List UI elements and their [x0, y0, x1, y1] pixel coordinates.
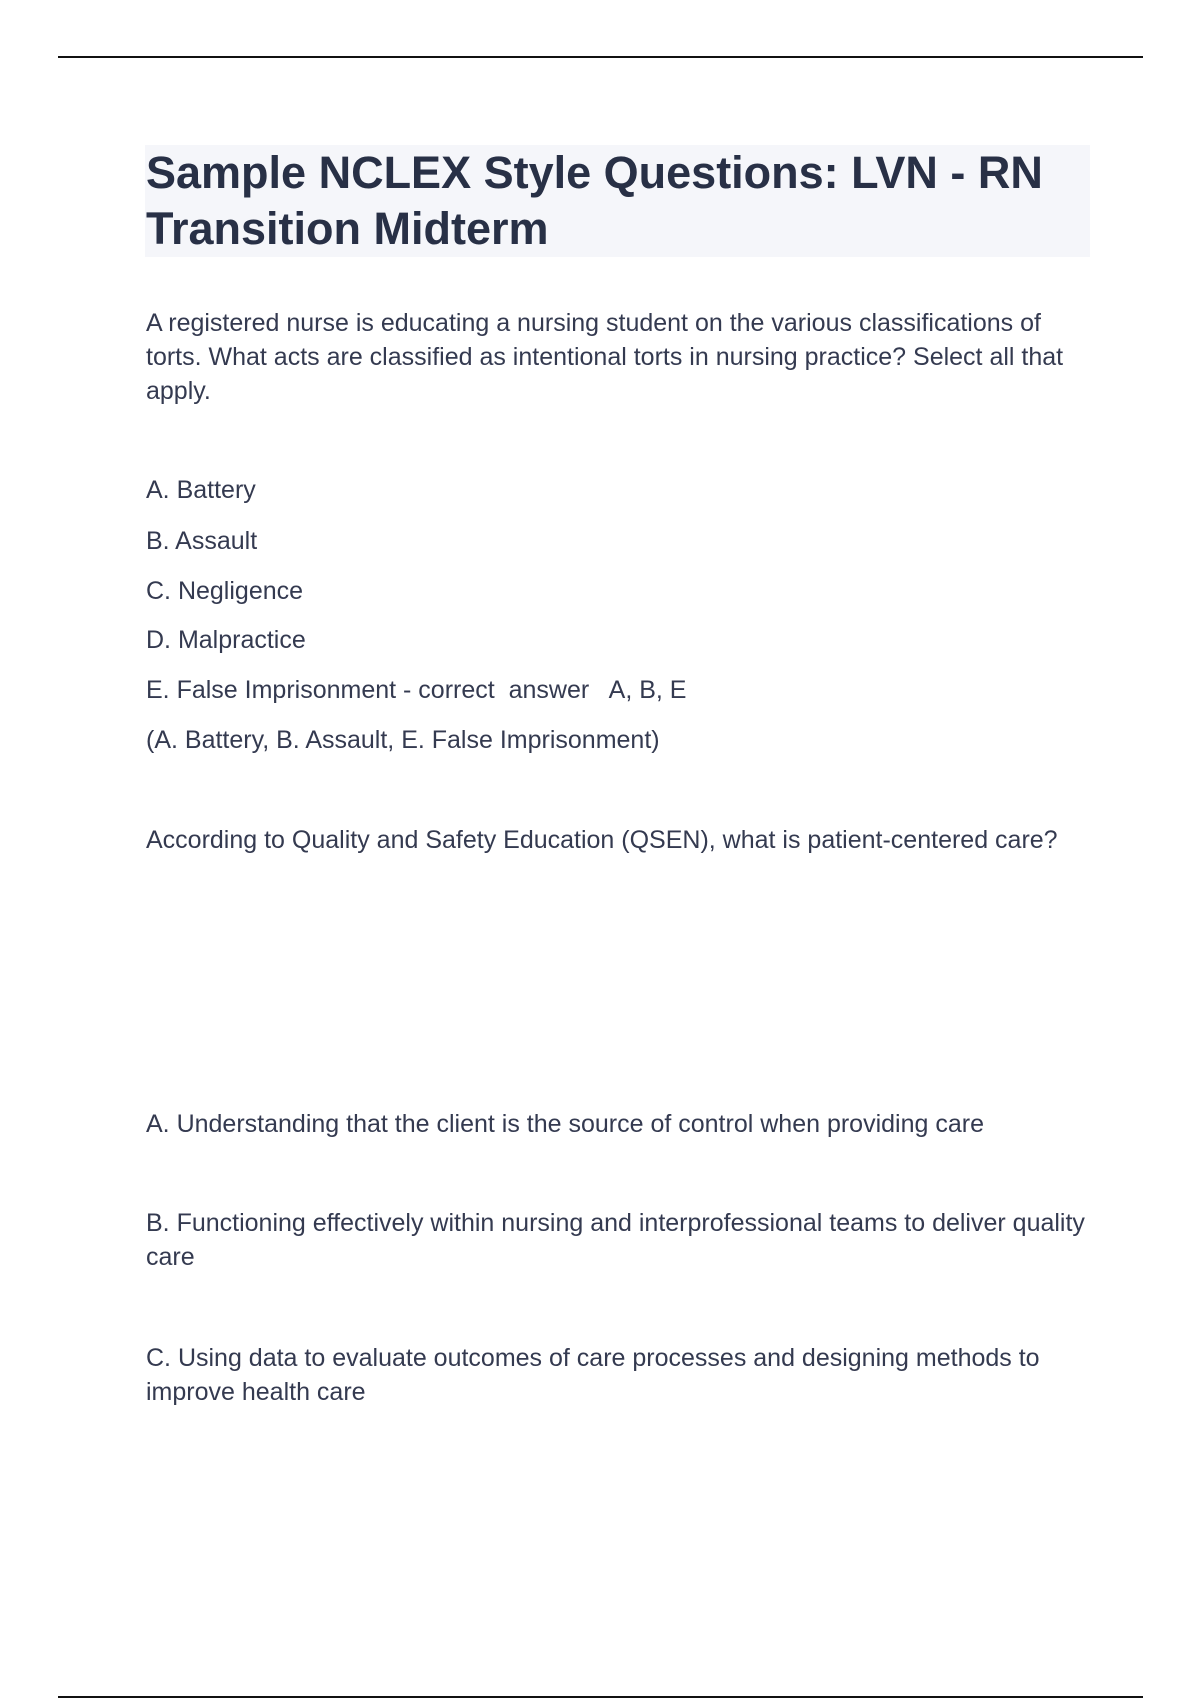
question-2-option-b: B. Functioning effectively within nursing and interprofessional teams to deliver quality care [146, 1209, 1085, 1271]
question-2-option-a: A. Understanding that the client is the source of control when providing care [146, 1110, 984, 1138]
question-1-option-e-answer: E. False Imprisonment - correct answer A, B, E [146, 676, 687, 704]
question-1-option-b: B. Assault [146, 527, 258, 555]
question-1-option-a: A. Battery [146, 476, 256, 504]
question-2-option-c: C. Using data to evaluate outcomes of care processes and designing methods to improve health care [146, 1344, 1040, 1406]
question-1-option-c: C. Negligence [146, 577, 304, 605]
question-1-prompt: A registered nurse is educating a nursing student on the various classifications of torts. What acts are classified as intentional torts in nursing practice? Select all that apply. [146, 309, 1064, 405]
document-title: Sample NCLEX Style Questions: LVN - RN Transition Midterm [146, 147, 1043, 254]
question-1-option-d: D. Malpractice [146, 626, 306, 654]
footer-rule [58, 1696, 1143, 1698]
question-2-prompt: According to Quality and Safety Education (QSEN), what is patient-centered care? [146, 826, 1058, 854]
header-rule [58, 56, 1143, 58]
question-1-answer-explanation: (A. Battery, B. Assault, E. False Imprisonment) [146, 726, 660, 754]
